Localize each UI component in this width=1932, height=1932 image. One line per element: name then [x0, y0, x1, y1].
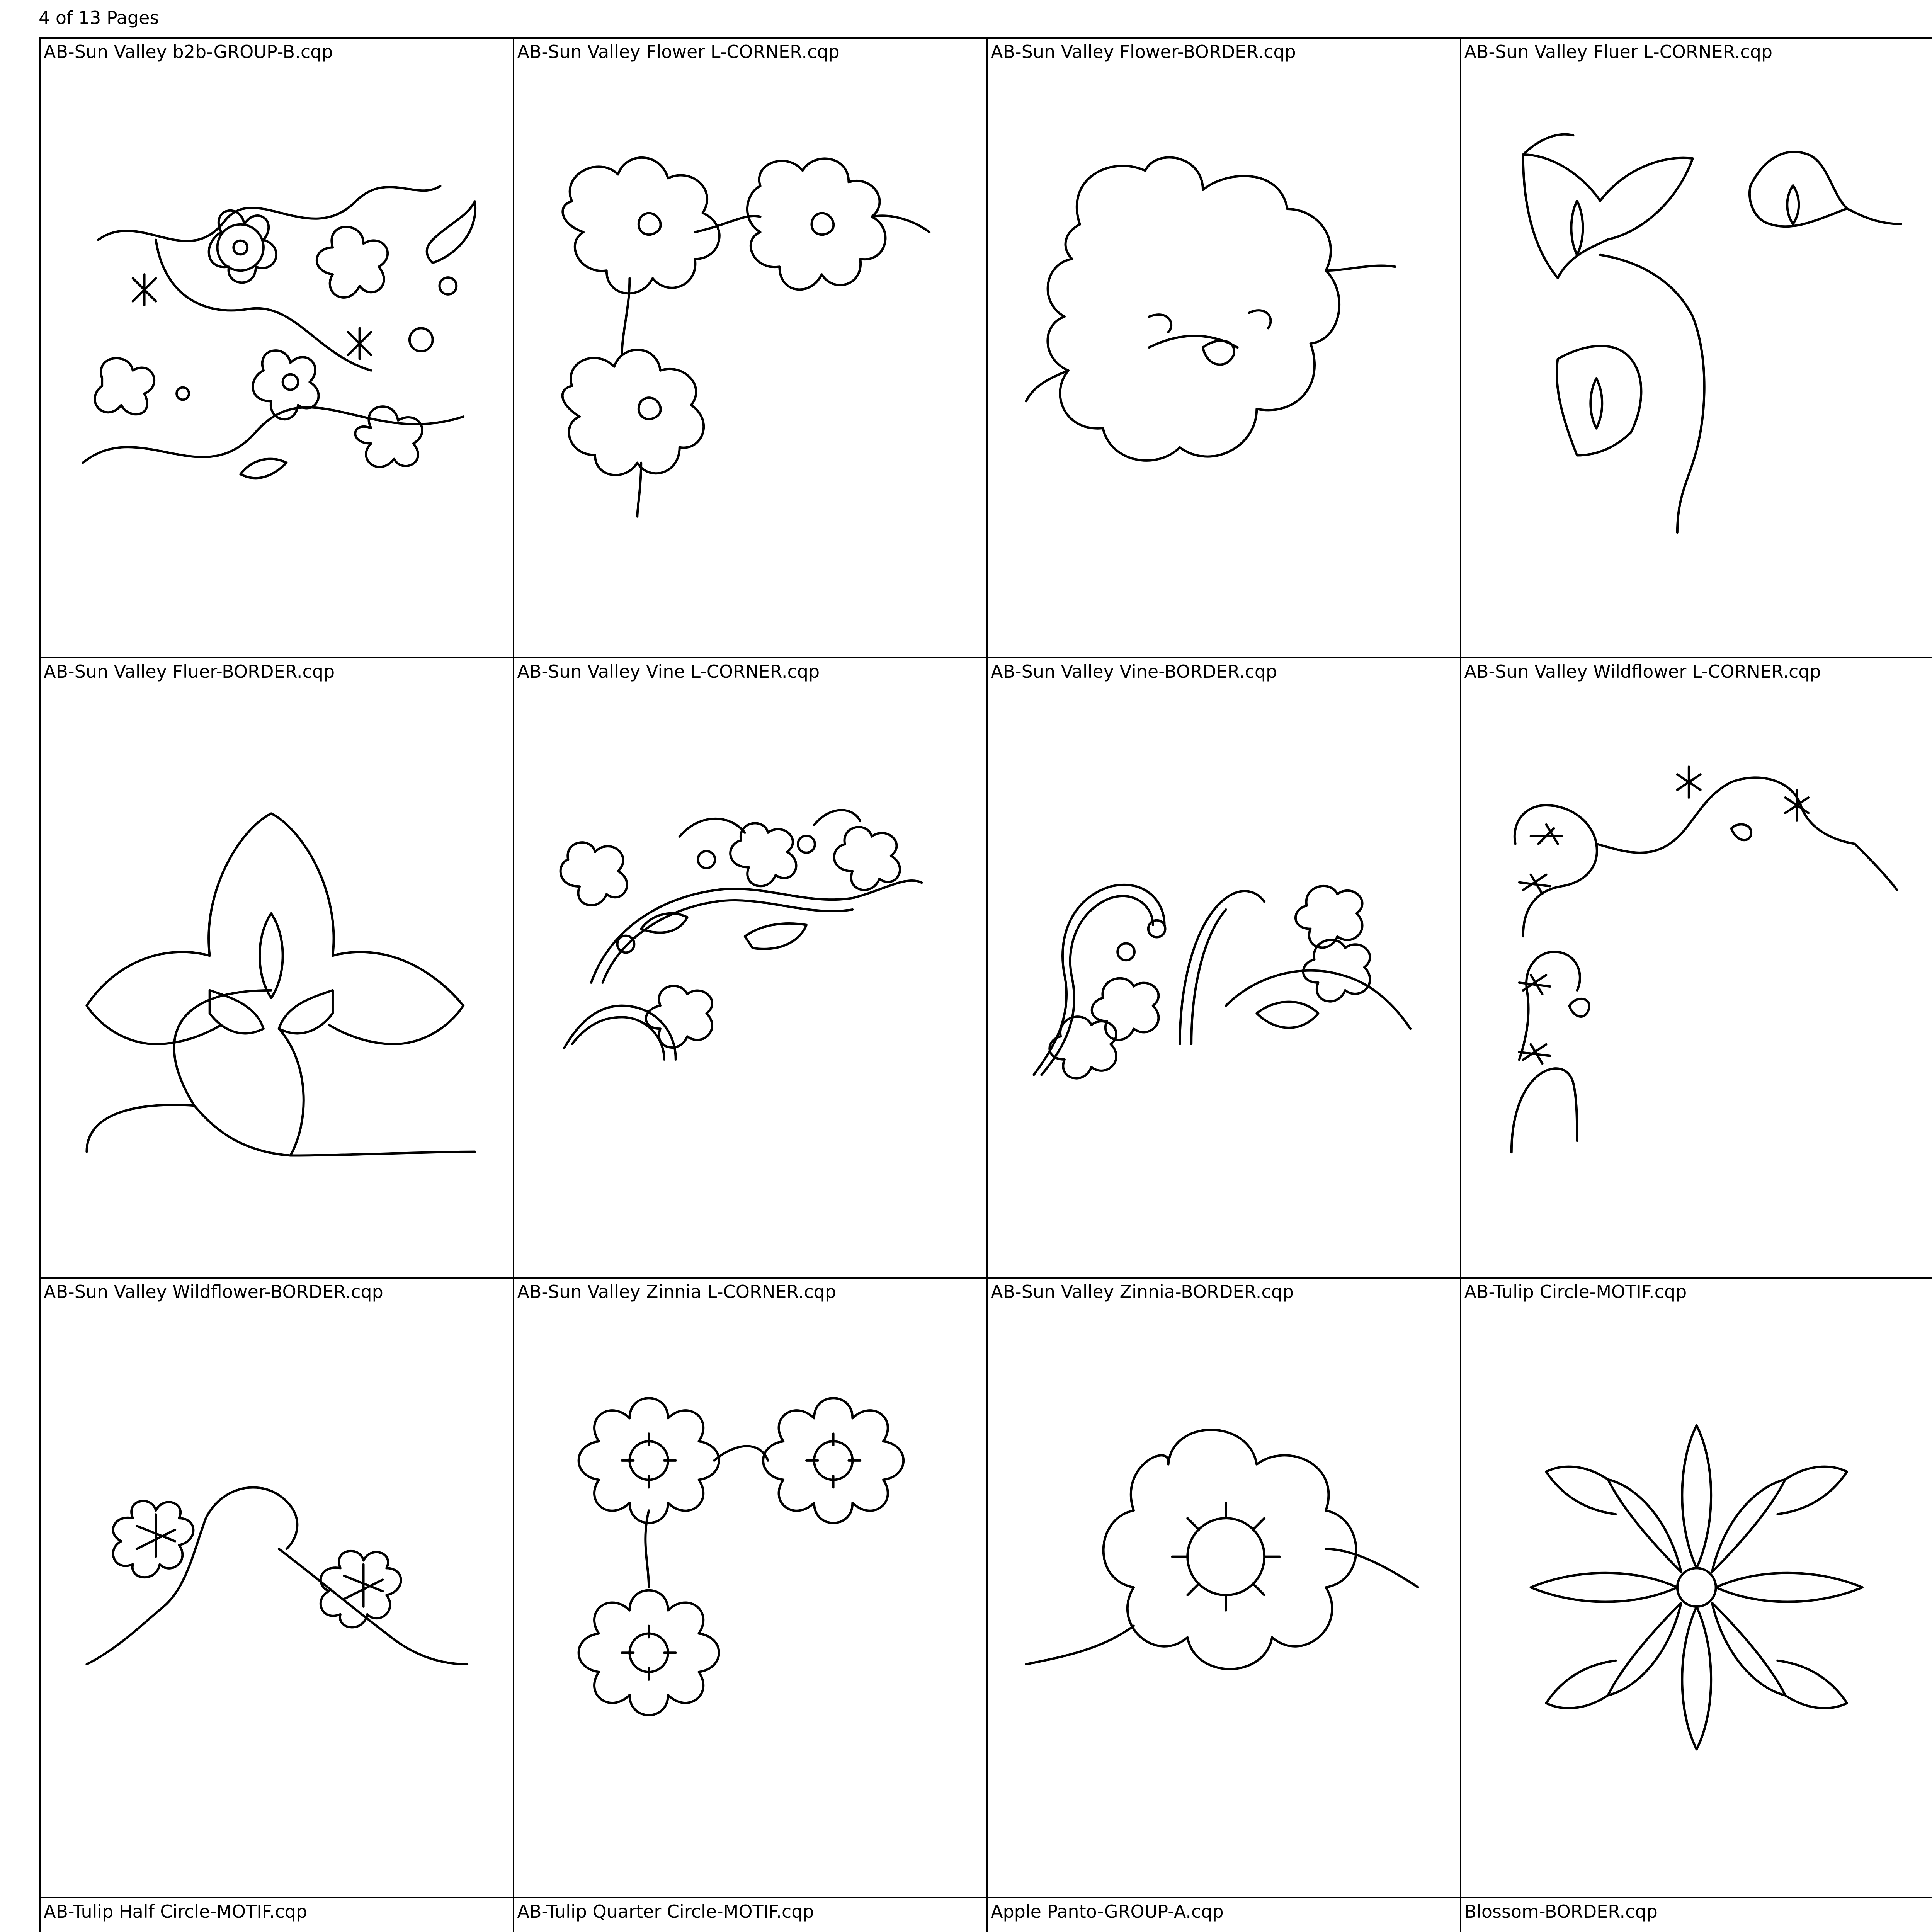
design-title: Apple Panto-GROUP-A.cqp: [991, 1901, 1224, 1922]
design-title: AB-Sun Valley Wildflower-BORDER.cqp: [44, 1281, 383, 1302]
design-card[interactable]: [1461, 1279, 1932, 1898]
design-title: AB-Sun Valley b2b-GROUP-B.cqp: [44, 41, 333, 62]
design-card[interactable]: [41, 1279, 514, 1898]
design-title: AB-Sun Valley Fluer L-CORNER.cqp: [1464, 41, 1773, 62]
design-card[interactable]: [514, 1898, 988, 1932]
wildflower-border-icon: [41, 1279, 513, 1897]
design-title: AB-Sun Valley Vine-BORDER.cqp: [991, 661, 1277, 682]
apple-panto-icon: [988, 1898, 1460, 1932]
fleur-border-icon: [41, 658, 513, 1277]
design-card[interactable]: [988, 1898, 1461, 1932]
design-card[interactable]: [514, 658, 988, 1278]
design-card[interactable]: [1461, 39, 1932, 658]
design-title: AB-Sun Valley Flower-BORDER.cqp: [991, 41, 1296, 62]
tulip-circle-icon: [1461, 1279, 1932, 1897]
design-title: AB-Tulip Circle-MOTIF.cqp: [1464, 1281, 1687, 1302]
flower-corner-icon: [514, 39, 986, 657]
design-card[interactable]: [514, 1279, 988, 1898]
vine-border-icon: [988, 658, 1460, 1277]
page-count: 4 of 13 Pages: [39, 7, 159, 28]
vine-corner-icon: [514, 658, 986, 1277]
design-card[interactable]: [41, 39, 514, 658]
design-card[interactable]: [988, 1279, 1461, 1898]
design-title: Blossom-BORDER.cqp: [1464, 1901, 1658, 1922]
design-title: AB-Sun Valley Zinnia L-CORNER.cqp: [517, 1281, 837, 1302]
design-grid: [39, 37, 1932, 1932]
design-card[interactable]: [1461, 658, 1932, 1278]
design-title: AB-Sun Valley Vine L-CORNER.cqp: [517, 661, 820, 682]
tulip-quarter-circle-icon: [514, 1898, 986, 1932]
tulip-half-circle-icon: [41, 1898, 513, 1932]
design-title: AB-Tulip Half Circle-MOTIF.cqp: [44, 1901, 308, 1922]
design-card[interactable]: [514, 39, 988, 658]
fleur-corner-icon: [1461, 39, 1932, 657]
design-title: AB-Tulip Quarter Circle-MOTIF.cqp: [517, 1901, 814, 1922]
design-card[interactable]: [988, 39, 1461, 658]
design-title: AB-Sun Valley Zinnia-BORDER.cqp: [991, 1281, 1294, 1302]
design-card[interactable]: [41, 658, 514, 1278]
blossom-border-icon: [1461, 1898, 1932, 1932]
flower-border-icon: [988, 39, 1460, 657]
zinnia-corner-icon: [514, 1279, 986, 1897]
wildflower-corner-icon: [1461, 658, 1932, 1277]
design-title: AB-Sun Valley Flower L-CORNER.cqp: [517, 41, 840, 62]
design-title: AB-Sun Valley Fluer-BORDER.cqp: [44, 661, 335, 682]
design-title: AB-Sun Valley Wildflower L-CORNER.cqp: [1464, 661, 1821, 682]
design-card[interactable]: [41, 1898, 514, 1932]
design-card[interactable]: [1461, 1898, 1932, 1932]
zinnia-border-icon: [988, 1279, 1460, 1897]
design-card[interactable]: [988, 658, 1461, 1278]
floral-vine-group-icon: [41, 39, 513, 657]
